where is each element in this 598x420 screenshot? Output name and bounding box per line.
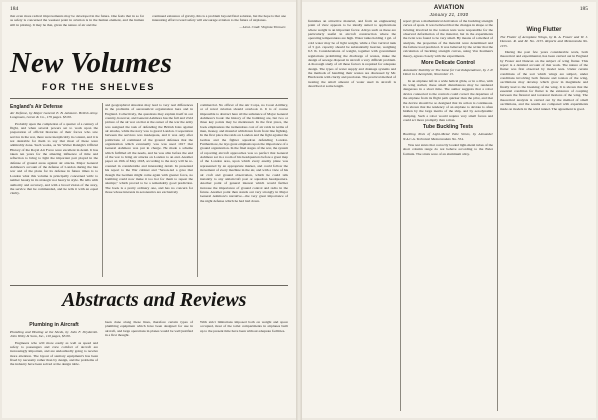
running-head-date: January 21, 1930 — [429, 11, 469, 17]
right-col1-text: furnishes an attractive material, and from an engineering point of view appears to be ideally suited to applications where weight is an important factor. Alloys such as these are particularly useful in aircraft construction where the operating temperatures are high. Water tanks holding 1 gal. of cold water may be of light weight, while a five vertical tank of 5 gal. capacity should be substantially heavier, weighing 6.3 lb. Considerations of weight, together with government regulations prohibiting the discharge of wastes, make the design of sewage disposal in aircraft a very difficult problem. A thorough study of all these factors is required for adequate design. The types of water supply and drainage systems and the methods of handling their wastes are discussed by Mr. Hardcastle with clarity and precision. The practical method of treating the small amount of water used in aircraft is described at some length. — [308, 19, 396, 89]
air-defense-column-2 — [105, 103, 193, 279]
delicate-control-text: In an airplane left in a wide helical glide, or in a dive, with its wing stalled, these small disturbances may be rendered dangerous in a short time. The author suggests that a robot device connected to the controls could correct the departure of the airplane from its flight path quicker than the pilot, and that the device should be so designed that its action is continuous. It is shown that the tendency of an airplane to deviate is often hidden by the large inertia of the ship, and by aerodynamic damping. Such a robot would require very small forces and could act more promptly than a man. — [403, 78, 493, 122]
plumbing-col1-text: Engineers who will more easily as well as speed and safety to passengers and crew comfort of aircraft are increasingly important, and are undoubtedly going to receive more attention. The layout of sanitary equipment's has been fixed by necessity rather than by design, and the problems of the industry have been solved at the design table. — [10, 340, 98, 367]
left-page — [2, 2, 296, 418]
air-defense-byline: Air Defense, by Major General E. B. Ashmore. British Army. Longmans, Green & Co., 179 pages. $3.00. — [10, 111, 98, 120]
banner-rule — [10, 98, 288, 99]
right-page — [302, 2, 596, 418]
abstracts-rule — [10, 285, 288, 286]
air-defense-col2-text: and geographical situation may lead to very real differences in the problems of aeronautical organization here and in England. Collectively, the questions may explain itself in our country, however, and General Ashmore has the full and vivid picture of the air war on that at the outset of the war the army was assigned the task of defending the British Isles against air attacks, while the navy was to guard London. Cooperation between the services was inadequate, and it was only after politicians of command of the ground defenses that the organization which eventually was was used 1917 that General Ashmore was put in charge. He made a scheme which fulfilled all the needs, and he was able before the end of the war to bring air attacks on London to an end. Another paper on 19th of May 1918, according to the story will be re-counted in considerable and interesting detail. In presented his report to the War cabinet and "Saxon-led a gave that though the German might come again with greater force, no bombing could now make it too hot for them to repeat the attempt," which proved to be a remarkably good prediction. The book is a pretty ordinary one, and has no concern for those whose interests in aeronautics are exclusively — [105, 103, 193, 194]
right-page-number: 185 — [579, 6, 588, 12]
column-divider — [497, 19, 498, 411]
wing-flutter-text: During the past few years considerable work, both theoretical and experimental, has been carried out in England by Frazer and Duncan on the subject of wing flutter. This report is a detailed account of that work. The nature of the flutter was first observed by model tests. Under certain conditions of the sort which wings are subject, under conditions involving both flexure and torsion of the wing, oscillations may develop which grow in magnitude and finally lead to the breaking of the wing. It is shown that the essential condition for flutter is the existence of coupling between the flexural and torsional motions of the wing. The theoretical analysis is carried out by the method of small oscillations, and the results are compared with experiments made on models in the wind tunnel. The agreement is good. — [500, 50, 588, 111]
column-divider — [400, 19, 401, 411]
left-top-col2-signature: —Lieut. Cmdr. Virginia Thrower. — [239, 24, 286, 29]
air-defense-column-3 — [200, 103, 288, 279]
tube-buckling-text: Was test struts that correctly loaded light-metal tubes of the short column range do not behave according to the Euler formula. The struts were of an aluminum alloy. — [403, 142, 493, 156]
plumbing-title: Plumbing in Aircraft — [29, 322, 79, 328]
left-top-column-1 — [10, 14, 144, 50]
left-top-col1-text: that even more radical improvements may be developed in the future. One feels that in so far as safety is concerned the weakest point in aviation is in the human element, and the human still in piloting. It may be that, given the nature of air and the — [10, 14, 144, 27]
right-column-2 — [403, 19, 493, 411]
delicate-control-title: More Delicate Control — [421, 60, 475, 67]
plumbing-col2-text: been done along these lines, therefore certain types of plumbing equipment which have been designed for use in aircraft, and large operations in planes would be well justified in a first thought. — [105, 320, 193, 338]
right-column-1 — [308, 19, 396, 411]
right-running-head — [302, 5, 596, 17]
plumbing-column-1 — [10, 320, 98, 414]
column-divider — [197, 103, 198, 277]
air-defense-title: England's Air Defense — [10, 104, 63, 110]
wing-flutter-title: Wing Flutter — [526, 27, 562, 33]
tube-buckling-byline: Buckling Tests of Light-Metal Tube Struts, by Alexander N.A.C.A. Technical Memorandum No. 554. — [403, 132, 493, 141]
air-defense-column-1 — [10, 103, 98, 279]
right-column-3 — [500, 19, 588, 411]
abstracts-reviews-banner: Abstracts and Reviews — [62, 289, 247, 311]
new-volumes-banner-title: New Volumes — [10, 47, 172, 79]
wing-flutter-byline: The Flutter of Aeroplane Wings, by R. A. Frazer and W. J. Duncan. R. and M. No. 1155. Reports and Memoranda No. 1155. — [500, 35, 588, 48]
tube-buckling-title: Tube Buckling Tests — [423, 124, 473, 131]
delicate-control-byline: Automatic Stability or The Same for Cat Independence, by J. P. Dinol in L'Aerophile, November 15. — [403, 68, 493, 77]
air-defense-col3-text: commercial. No officer of the Air Corps, no Coast Artillery, or of naval aviation should overlook it. It is of course impossible to abstract here all the substance of Major General Ashmore's book: the history of the bombing are, but two or three key points may be mentioned. In the first place, the book emphasizes the tremendous cost of air raids in terms of men, money, and material withdrawn from front line fighting. In the first place the raids on London and the fight against the Gothas and the fighter squadron defending London. Furthermore, he lays great emphasis upon the importance of a ground organization. In the final stages of the war, the system of reporting aircraft approaches was so perfect that General Ashmore sat in a room of his headquarters before a great map of the London area, upon which every enemy plane was represented by an appropriate marker, and could follow the movement of every machine in the air, and with a view of his air craft and ground observation, which he could talk instantly to any antiaircraft post or squadron headquarters. Another point of general interest which would further increase the importance of ground control and radio in the future. Another point then stands out very strongly in Major General Ashmore's narrative—the very great importance of the night defense which he had laid down. — [200, 103, 288, 203]
left-top-column-2 — [152, 14, 286, 50]
air-defense-col1-text: Probably upon the completion of a quarter of a century of flight, and when several powers set to work upon the preparation of official histories of their forces who saw service in the war, there were inexplicably in content, and it is not desirable for them to say that most of these were admirably done. Such works, as Sir Walter Raleigh's Official History of the Royal Air Force were excellent in detail. It has taken ten years for the amazing influence of time and reflection to bring to light the important part played in the defense of ground areas against air attacks. Major General Ashmore's account of the defense of London during the late war and of the plans for its defense in future times is to London what this volume is principally concerned with: to neither beauty in its strategic nor heavy in style. He tells with authority and accuracy, and with a broad vision of the story, the service that he commanded, and he tells it with an equal clarity. — [10, 121, 98, 196]
left-page-number: 184 — [10, 6, 19, 12]
plumbing-column-3 — [200, 320, 288, 414]
column-divider — [102, 103, 103, 277]
right-col2-text: report gives a mathematical derivation of the buckling strength curves of spars. It was believed that the changes in shape or the twisting involved in the torsion tests were responsible for the observed deformation of the material, but in the experiments the twist was found to be very small. By means of a method of analysis, the properties of the material were determined and the failure load predicted. It was believed by the writer that the calculation of buckling strength curves, using Von Karman's theory, agrees closely with the experiments. — [403, 19, 493, 58]
plumbing-col3-text: With strict limitations imposed both on weight and space occupied, most of the toilet compartments in airplanes built up to the present time have been without adequate facilities. — [200, 320, 288, 333]
new-volumes-banner-subtitle: FOR THE SHELVES — [42, 82, 156, 92]
plumbing-column-2 — [105, 320, 193, 414]
left-top-col2-text: continued existence of gravity, this is a problem beyond final solution, but the hope is that one interesting effort toward safety will encourage aviation to the future of airplanes. — [152, 14, 286, 23]
running-head-title: AVIATION — [433, 5, 465, 11]
plumbing-byline: Plumbing and Heating at the Sheds, by John F. Dryderoth. John Wiley & Sons, Inc., 110 pages, $3.00. — [10, 330, 98, 339]
running-head-center — [302, 5, 596, 17]
